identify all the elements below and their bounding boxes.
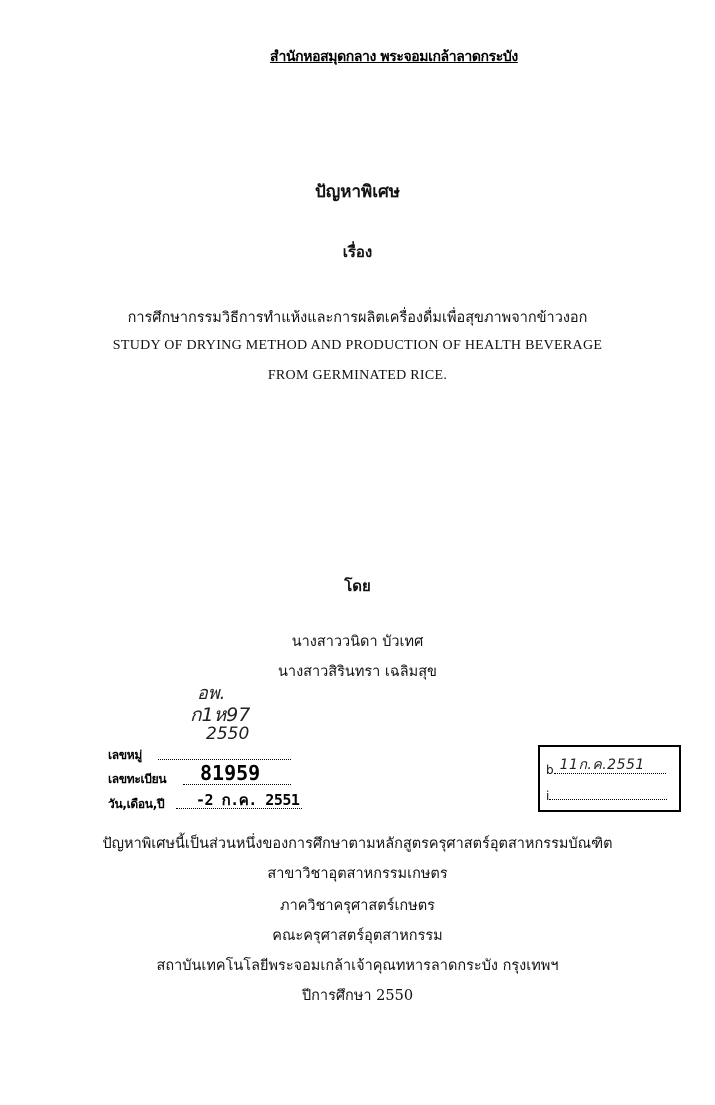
subject-label: เรื่อง <box>342 243 373 261</box>
accession-reg-no-row <box>108 761 293 787</box>
box-row-2 <box>546 785 667 803</box>
statement-line-6: ปีการศึกษา 2550 <box>301 988 414 1004</box>
statement-line-1: ปัญหาพิเศษนี้เป็นส่วนหนึ่งของการศึกษาตามหลักสูตรครุศาสตร์อุตสาหกรรมบัณฑิต <box>102 836 613 852</box>
statement-line-5: สถาบันเทคโนโลยีพระจอมเกล้าเจ้าคุณทหารลาดกระบัง กรุงเทพฯ <box>156 958 559 974</box>
box-row-1 <box>546 759 666 777</box>
handwritten-call-number-line-1: อพ. <box>197 683 226 704</box>
box-row-1-prefix: b <box>546 763 554 777</box>
accession-date-row <box>108 786 308 812</box>
date-label: วัน,เดือน,ปี <box>108 797 165 811</box>
box-row-2-prefix: i <box>546 789 550 803</box>
statement-line-3: ภาควิชาครุศาสตร์เกษตร <box>280 898 435 914</box>
date-value: -2 ก.ค. 2551 <box>196 791 300 809</box>
call-no-dotted-line <box>158 744 291 760</box>
reg-no-label: เลขทะเบียน <box>108 772 167 786</box>
title-thai: การศึกษากรรมวิธีการทำแห้งและการผลิตเครื่องดื่มเพื่อสุขภาพจากข้าวงอก <box>127 310 588 326</box>
by-label: โดย <box>344 577 371 595</box>
box-row-1-value: 11ก.ค.2551 <box>559 757 645 773</box>
box-row-2-dotted-line <box>549 785 667 800</box>
library-stamp: สำนักหอสมุดกลาง พระจอมเกล้าลาดกระบัง <box>270 49 518 65</box>
author-1: นางสาววนิดา บัวเทศ <box>291 634 424 650</box>
statement-line-4: คณะครุศาสตร์อุตสาหกรรม <box>272 928 443 944</box>
box-row-1-dotted-line <box>554 759 666 774</box>
accession-box <box>538 745 681 812</box>
document-type-heading: ปัญหาพิเศษ <box>314 182 401 202</box>
handwritten-call-number-line-2: ก1ห97 <box>190 704 251 726</box>
handwritten-call-number-line-3: 2550 <box>206 724 250 744</box>
title-english-line-2: FROM GERMINATED RICE. <box>267 368 448 383</box>
reg-no-value: 81959 <box>200 761 261 785</box>
author-2: นางสาวสิรินทรา เฉลิมสุข <box>278 664 437 680</box>
statement-line-2: สาขาวิชาอุตสาหกรรมเกษตร <box>267 866 448 882</box>
call-no-label: เลขหมู่ <box>108 748 142 762</box>
title-english-line-1: STUDY OF DRYING METHOD AND PRODUCTION OF HEALTH BEVERAGE <box>112 338 603 353</box>
